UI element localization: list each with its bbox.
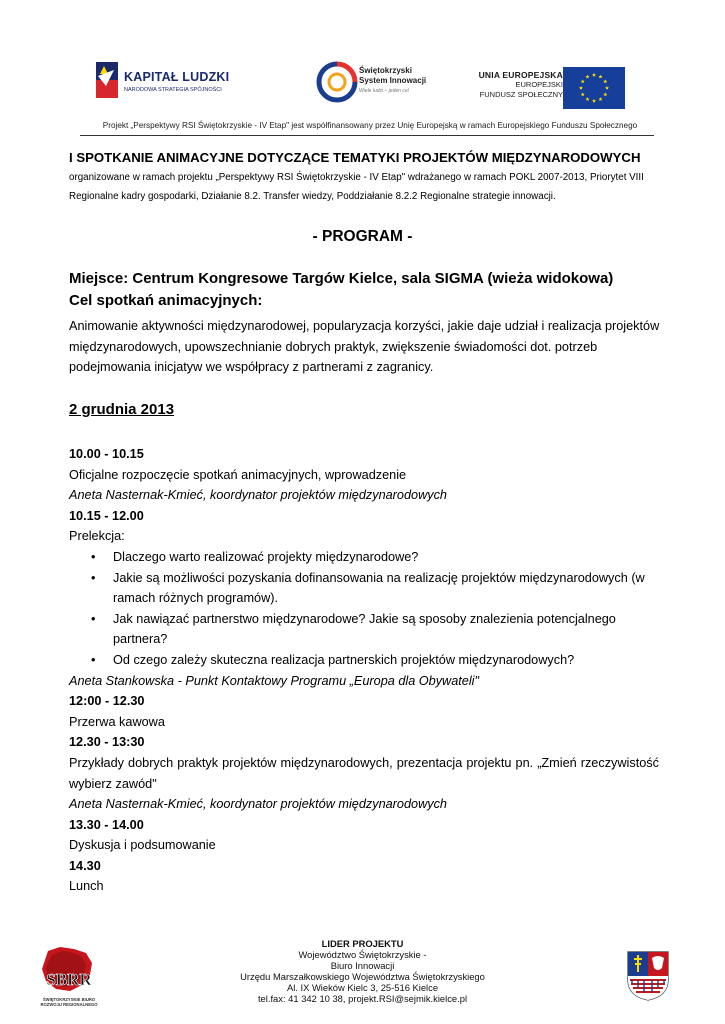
eu-line2: EUROPEJSKI xyxy=(515,80,563,89)
bullet-icon: • xyxy=(91,652,96,667)
ssi-tagline: Wiele ludzi – jeden cel xyxy=(359,88,409,94)
kapital-ludzki-logo xyxy=(92,60,232,102)
coat-of-arms-icon xyxy=(626,950,670,1002)
intro-line-1: organizowane w ramach projektu „Perspektywy RSI Świętokrzyskie - IV Etap" wdrażanego w ramach POKL 2007-2013, Priorytet VIII xyxy=(69,172,644,183)
session-4-time: 12.30 - 13:30 xyxy=(69,735,145,750)
ssi-ring-icon xyxy=(315,60,359,104)
sbrr-logo-text: SBRR xyxy=(46,970,92,989)
ssi-logo xyxy=(315,60,425,106)
goal-heading: Cel spotkań animacyjnych: xyxy=(69,292,263,309)
list-item: • Jak nawiązać partnerstwo międzynarodowe? Jakie są sposoby znalezienia potencjalnego partnera? xyxy=(69,609,659,650)
session-6-time: 14.30 xyxy=(69,858,101,873)
lider-line-1: Województwo Świętokrzyskie - xyxy=(298,949,427,960)
lider-line-4: Al. IX Wieków Kielc 3, 25-516 Kielce xyxy=(286,982,439,993)
eu-label xyxy=(479,70,563,100)
lider-line-2: Biuro Innowacji xyxy=(330,960,395,971)
eu-line1: UNIA EUROPEJSKA xyxy=(478,70,563,80)
session-2-bullet-list xyxy=(69,547,659,671)
kapital-ludzki-title: KAPITAŁ LUDZKI xyxy=(124,70,230,84)
session-6-title: Lunch xyxy=(69,879,104,894)
event-date: 2 grudnia 2013 xyxy=(69,401,175,418)
bullet-icon: • xyxy=(91,611,96,626)
eu-flag-icon xyxy=(563,67,625,109)
session-1-title: Oficjalne rozpoczęcie spotkań animacyjnych, wprowadzenie xyxy=(69,467,407,482)
cofinance-note: Projekt „Perspektywy RSI Świętokrzyskie - IV Etap" jest współfinansowany przez Unię Europejską w ramach Europejskiego Funduszu Społecznego xyxy=(102,121,638,130)
bullet-icon: • xyxy=(91,570,96,585)
lider-line-5: tel.fax: 41 342 10 38, projekt.RSI@sejmik.kielce.pl xyxy=(257,993,468,1004)
session-3-title: Przerwa kawowa xyxy=(69,714,165,729)
sbrr-caption-line1: ŚWIĘTOKRZYSKIE BIURO xyxy=(42,997,96,1002)
ssi-line1: Świętokrzyski xyxy=(359,66,412,75)
sbrr-caption-line2: ROZWOJU REGIONALNEGO xyxy=(40,1002,98,1007)
place-heading: Miejsce: Centrum Kongresowe Targów Kielce, sala SIGMA (wieża widokowa) xyxy=(69,270,614,287)
kapital-ludzki-subtitle: NARODOWA STRATEGIA SPÓJNOŚCI xyxy=(124,87,222,93)
sbrr-map-icon xyxy=(30,945,108,997)
ssi-line2: System Innowacji xyxy=(359,75,427,85)
session-5-title: Dyskusja i podsumowanie xyxy=(69,838,216,853)
intro-text xyxy=(69,168,659,206)
eu-line3: FUNDUSZ SPOŁECZNY xyxy=(479,90,563,99)
goal-text: Animowanie aktywności międzynarodowej, popularyzacja korzyści, jakie daje udział i realizacja projektów międzynarodowych, upowszechnianie dobrych praktyk, zwiększenie świadomości dot. potrzeb podejmowania inicjatyw we współpracy z partnerami z zagranicy. xyxy=(69,319,660,374)
session-2-time: 10.15 - 12.00 xyxy=(69,508,144,523)
session-4-title: Przykłady dobrych praktyk projektów międzynarodowych, prezentacja projektu pn. „Zmień rzeczywistość wybierz zawód" xyxy=(69,755,659,791)
lider-line-3: Urzędu Marszałkowskiego Województwa Świętokrzyskiego xyxy=(240,971,485,982)
list-item: • Jakie są możliwości pozyskania dofinansowania na realizację projektów międzynarodowych (w ramach różnych programów). xyxy=(69,568,659,609)
intro-line-2: Regionalne kadry gospodarki, Działanie 8.2. Transfer wiedzy, Poddziałanie 8.2.2 Regionalne strategie innowacji. xyxy=(69,191,556,202)
program-heading: - PROGRAM - xyxy=(312,228,413,245)
kapital-ludzki-flag-icon xyxy=(92,60,120,100)
session-4-speaker: Aneta Nasternak-Kmieć, koordynator projektów międzynarodowych xyxy=(69,797,447,812)
session-1-speaker: Aneta Nasternak-Kmieć, koordynator projektów międzynarodowych xyxy=(69,488,447,503)
session-3-time: 12:00 - 12.30 xyxy=(69,694,145,709)
session-2-title: Prelekcja: xyxy=(69,529,125,544)
lider-title: LIDER PROJEKTU xyxy=(321,938,404,949)
ssi-name xyxy=(359,66,426,85)
list-item: • Dlaczego warto realizować projekty międzynarodowe? xyxy=(69,547,659,568)
session-1-time: 10.00 - 10.15 xyxy=(69,447,144,461)
session-5-time: 13.30 - 14.00 xyxy=(69,817,144,832)
project-leader-info xyxy=(200,938,525,1004)
main-title: I SPOTKANIE ANIMACYJNE DOTYCZĄCE TEMATYKI PROJEKTÓW MIĘDZYNARODOWYCH xyxy=(69,150,641,165)
sbrr-logo xyxy=(30,945,108,1011)
list-item: • Od czego zależy skuteczna realizacja partnerskich projektów międzynarodowych? xyxy=(69,650,659,671)
sbrr-caption xyxy=(30,997,108,1007)
bullet-icon: • xyxy=(91,549,96,564)
session-2-speaker: Aneta Stankowska - Punkt Kontaktowy Programu „Europa dla Obywateli" xyxy=(69,673,480,688)
header-divider xyxy=(80,135,654,136)
schedule xyxy=(69,444,659,897)
